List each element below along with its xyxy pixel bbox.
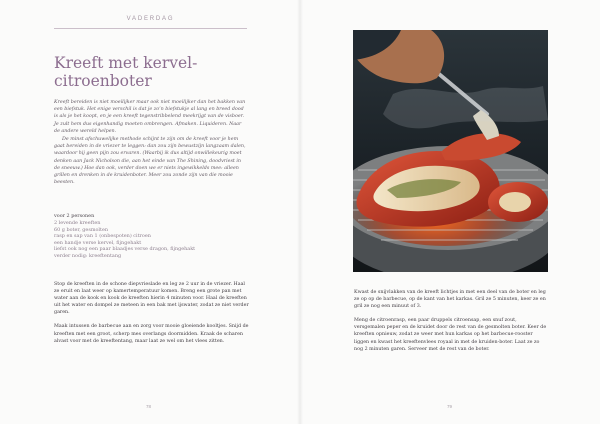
method-paragraph: Meng de citroenrasp, een paar druppels citroensap, een snuf zout, versgemalen peper en de kruidet door de rest van de gesmolten boter. Keer de kreeften opnieuw, zodat ze weer met hun karkas op het barbecue-rooster liggen en kwast het kreeftenvlees royaal in met de kruiden-boter. Laat ze zo nog 2 minuten garen. Serveer met de rest van de boter. [354,318,547,352]
page-number-left: 78 [146,404,152,409]
method-paragraph: Maak intussen de barbecue aan en zorg voor mooie gloeiende kooltjes. Snijd de kreeften met een groot, scherp mes overlangs doormidden. Kraak de scharen alvast voor met de kreeftentang, maar laat ze wel om het vlees zitten. [54,324,249,344]
method-paragraph: Kwast de snijvlakken van de kreeft lichtjes in met een deel van de boter en leg ze op op de barbecue, op de kant van het karkas. Gril ze 5 minuten, keer ze en gril ze nog een minuut of 3. [354,290,546,310]
ingredient-item: 60 g boter, gesmolten [54,226,108,233]
servings: voor 2 personen [54,213,95,219]
ingredient-item: rasp en sap van 1 (onbespoten) citroen [54,233,151,239]
ingredient-item: liefst ook nog een paar blaadjes verse dragon, fijngehakt [54,246,196,252]
ingredient-item: verder nodig: kreeftentang [54,252,122,259]
section-header: VADERDAG [126,16,175,22]
claw-meat [499,192,531,212]
title-line-2: citroenboter [54,72,152,90]
intro-paragraph: Kreeft bereiden is niet moeilijker maar ook niet moeilijker dan het bakken van een biefstuk. Het enige verschil is dat je zo’n biefstukje al lang en breed dood is als je het koopt, en je een kreeft tegenstribbelend meekrijgt van de visboer. Je zult hem dus eigenhandig moeten ombrengen. Afmaken. Liquideren. Naar de andere wereld helpen. [54,100,246,134]
ingredients-list [54,213,248,259]
title-line-1: Kreeft met kervel- [54,54,198,72]
intro-text [54,99,248,187]
ingredient-item: 2 levende kreeften [54,220,101,226]
lobster-grilling-photo [353,30,548,272]
intro-paragraph: De minst afschuwelijke methode schijnt te zijn om de kreeft voor je hem gaat bereiden in de vriezer te leggen: dan zou zijn bewustzijn langzaam dalen, waardoor hij geen pijn zou ervaren. (Waarbij ik dus altijd onwillekeurig moet denken aan Jack Nicholson die, aan het einde van The Shining, doodvriest in de sneeuw.) Hoe dan ook, verder doen we er niets ingewikkelds mee: alleen grillen en drenken in de kruidenboter. Meer zou zonde zijn van die mooie beesten. [54,137,246,186]
header-rule [54,28,247,29]
book-gutter [297,0,303,424]
method-steps-right [354,289,548,360]
ingredient-item: een handje verse kervel, fijngehakt [54,239,142,246]
method-paragraph: Stop de kreeften in de schone diepvrieslade en leg ze 2 uur in de vriezer. Haal ze eruit en laat weer op kamertemperatuur komen. Breng een grote pan met water aan de kook en kook de kreeften hierin 4 minuten voor. Haal de kreeften uit het water en dompel ze meteen in een bak met ijswater, zodat ze niet verder garen. [54,282,249,316]
recipe-title [54,54,244,90]
page-number-right: 79 [447,404,453,409]
method-steps-left [54,281,250,352]
